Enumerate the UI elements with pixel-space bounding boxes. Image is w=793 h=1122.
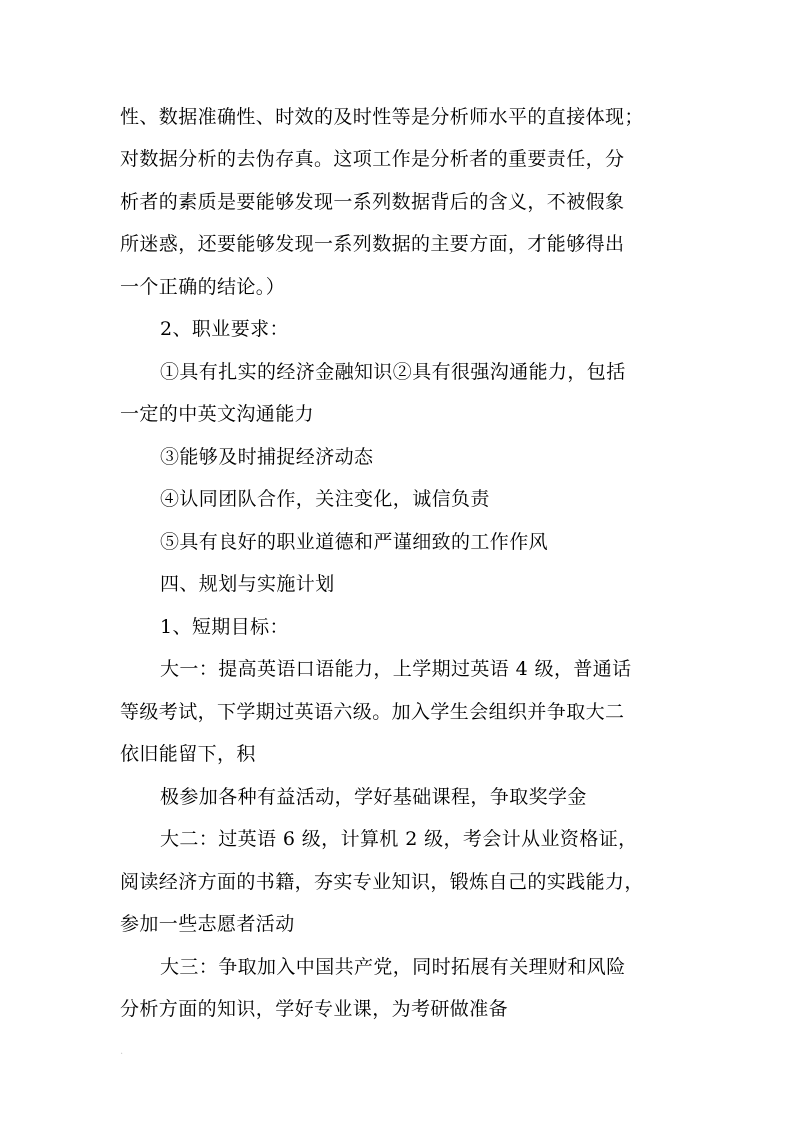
text-line-21: 大三：争取加入中国共产党，同时拓展有关理财和风险 (160, 956, 626, 978)
text-line-7: ①具有扎实的经济金融知识②具有很强沟通能力，包括 (160, 361, 626, 383)
text-line-2: 对数据分析的去伪存真。这项工作是分析者的重要责任，分 (120, 148, 625, 170)
text-line-11: ⑤具有良好的职业道德和严谨细致的工作作风 (160, 531, 549, 553)
text-line-15: 等级考试，下学期过英语六级。加入学生会组织并争取大二 (120, 701, 625, 723)
section-heading-2: 2、职业要求： (160, 318, 289, 340)
text-line-19: 阅读经济方面的书籍，夯实专业知识，锻炼自己的实践能力， (120, 871, 644, 893)
subsection-heading-1: 1、短期目标： (160, 616, 289, 638)
text-line-20: 参加一些志愿者活动 (120, 913, 295, 935)
text-line-22: 分析方面的知识，学好专业课，为考研做准备 (120, 998, 509, 1020)
text-line-16: 依旧能留下，积 (120, 743, 256, 765)
section-heading-4: 四、规划与实施计划 (160, 573, 335, 595)
text-line-5: 一个正确的结论。） (120, 276, 286, 298)
text-line-1: 性、数据准确性、时效的及时性等是分析师水平的直接体现； (120, 106, 644, 128)
text-line-14: 大一：提高英语口语能力，上学期过英语 4 级，普通话 (160, 658, 632, 680)
text-line-4: 所迷惑，还要能够发现一系列数据的主要方面，才能够得出 (120, 233, 625, 255)
text-line-3: 析者的素质是要能够发现一系列数据背后的含义，不被假象 (120, 191, 625, 213)
text-line-9: ③能够及时捕捉经济动态 (160, 446, 374, 468)
text-line-17: 极参加各种有益活动，学好基础课程，争取奖学金 (160, 786, 587, 808)
text-line-8: 一定的中英文沟通能力 (120, 403, 315, 425)
text-line-10: ④认同团队合作，关注变化，诚信负责 (160, 488, 490, 510)
footer-mark: . (120, 1046, 124, 1057)
text-line-18: 大二：过英语 6 级，计算机 2 级，考会计从业资格证， (160, 828, 638, 850)
